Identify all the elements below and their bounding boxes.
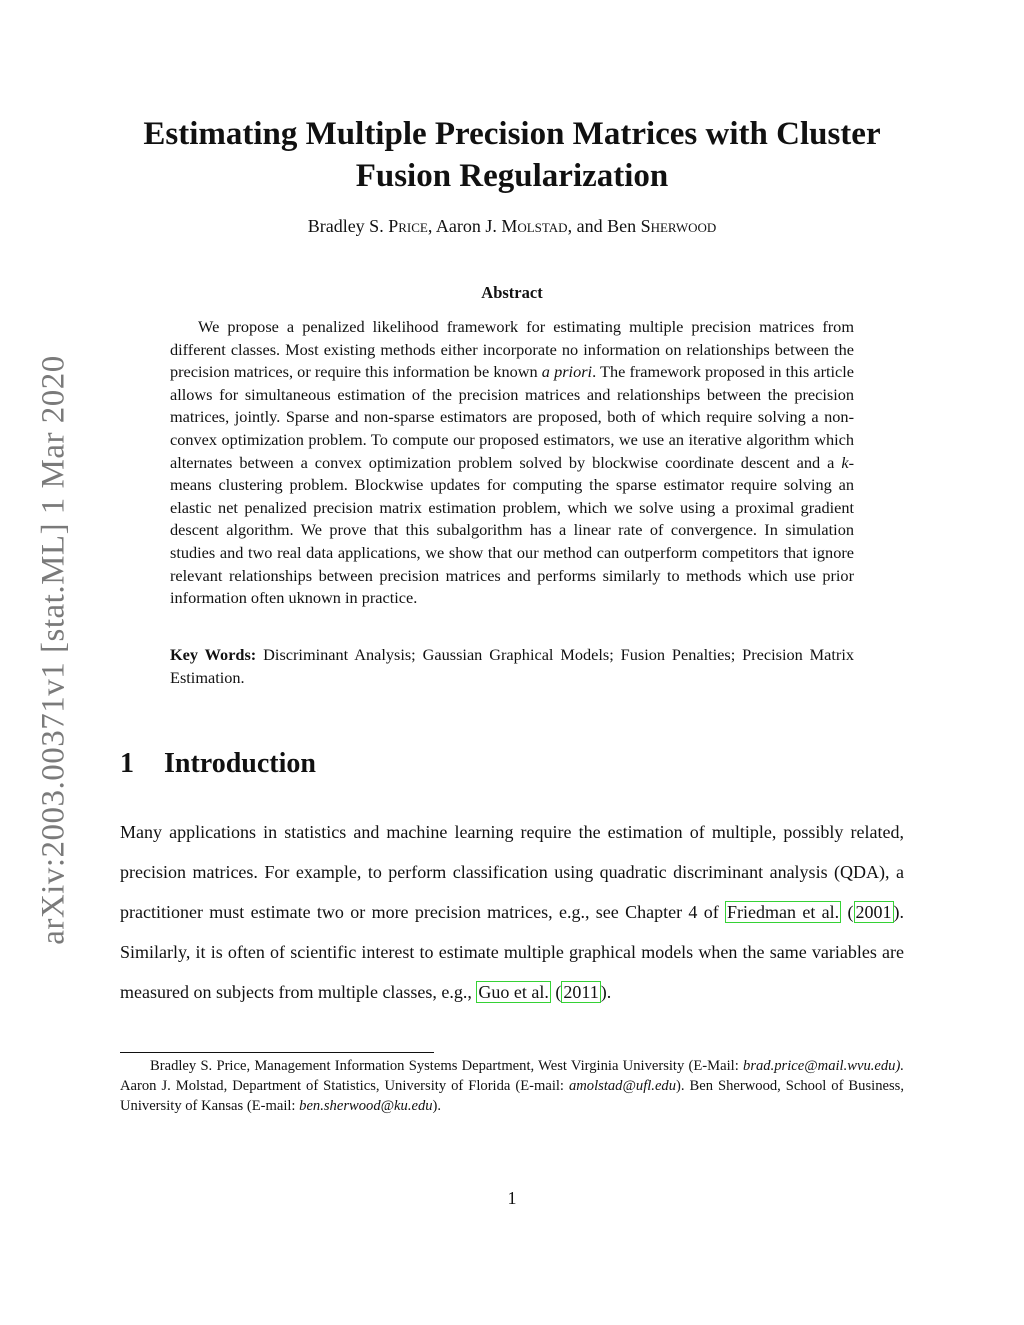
footnote-text-part-3: ). Ben Sherwood, School of Business, University of Kansas (E-mail: (120, 1078, 904, 1114)
citation-link-guo-year[interactable]: 2011 (563, 982, 599, 1002)
footnote-text-part-1: Bradley S. Price, Management Information Systems Department, West Virginia University (E-Mail: (150, 1058, 744, 1074)
author-3-last: Sherwood (640, 216, 717, 236)
author-separator-2: , and Ben (567, 216, 641, 236)
abstract-italic-a-priori: a priori (541, 362, 593, 382)
title-line-2: Fusion Regularization (355, 158, 669, 194)
abstract-text-part-3: -means clustering problem. Blockwise updates for computing the sparse estimator require solving an elastic net penalized precision matrix estimation problem, which we solve using a proximal gradient descent algorithm. We prove that this subalgorithm has a linear rate of convergence. In simulation studies and two real data applications, we show that our method can outperform competitors that ignore relevant relationships between precision matrices and performs similarly to methods which use prior information often uknown in practice. (170, 452, 854, 608)
author-1-first: Bradley S. (307, 216, 389, 236)
intro-cite-1-open: ( (841, 902, 854, 922)
footnote-email-sherwood: ben.sherwood@ku.edu (299, 1098, 433, 1114)
keywords-list: Discriminant Analysis; Gaussian Graphical Models; Fusion Penalties; Precision Matrix Estimation. (170, 645, 854, 687)
keywords-label: Key Words: (170, 645, 257, 664)
section-title: Introduction (164, 748, 316, 779)
footnote-divider (120, 1052, 434, 1053)
footnote-email-price: brad.price@mail.wvu.edu). (743, 1058, 904, 1074)
abstract-math-k: k (841, 452, 849, 472)
arxiv-identifier-stamp[interactable]: arXiv:2003.00371v1 [stat.ML] 1 Mar 2020 (35, 355, 72, 945)
author-2-last: Molstad (501, 216, 568, 236)
citation-link-friedman-authors[interactable]: Friedman et al. (727, 902, 840, 922)
footnote-text-part-4: ). (432, 1098, 442, 1114)
page-number: 1 (507, 1188, 517, 1208)
footnote-text-part-2: Aaron J. Molstad, Department of Statistics, University of Florida (E-mail: (120, 1078, 569, 1094)
footnote-email-molstad: amolstad@ufl.edu (568, 1078, 677, 1094)
author-affiliation-footnote (120, 1056, 904, 1116)
author-list (110, 214, 914, 238)
intro-text-part-3: ). (600, 982, 612, 1002)
intro-text-part-2: ). Similarly, it is often of scientific interest to estimate multiple graphical models when the same variables are measured on subjects from multiple classes, e.g., (120, 902, 904, 1002)
author-separator-1: , Aaron J. (427, 216, 502, 236)
abstract-heading: Abstract (481, 283, 543, 302)
citation-link-friedman-year[interactable]: 2001 (855, 902, 892, 922)
abstract-text-part-1: We propose a penalized likelihood framework for estimating multiple precision matrices from different classes. Most existing methods either incorporate no information on relationships between the precision matrices, or require this information be known (170, 317, 854, 382)
section-number: 1 (120, 748, 134, 779)
author-1-last: Price (388, 216, 428, 236)
intro-text-part-1: Many applications in statistics and machine learning require the estimation of multiple, possibly related, precision matrices. For example, to perform classification using quadratic discriminant analysis (QDA), a practitioner must estimate two or more precision matrices, e.g., see Chapter 4 of (120, 822, 904, 922)
introduction-paragraph (120, 812, 904, 1012)
citation-link-guo-authors[interactable]: Guo et al. (478, 982, 549, 1002)
section-heading-introduction (120, 748, 316, 780)
abstract-text-part-2: . The framework proposed in this article allows for simultaneous estimation of the precision matrices and relationships between the precision matrices, jointly. Sparse and non-sparse estimators are proposed, both of which require solving a non-convex optimization problem. To compute our proposed estimators, we use an iterative algorithm which alternates between a convex optimization problem solved by blockwise coordinate descent and a (170, 362, 855, 472)
intro-cite-2-open: ( (550, 982, 562, 1002)
keywords (170, 644, 854, 689)
title-line-1: Estimating Multiple Precision Matrices with Cluster (143, 116, 881, 152)
paper-title (110, 113, 914, 197)
abstract-text (170, 316, 854, 610)
